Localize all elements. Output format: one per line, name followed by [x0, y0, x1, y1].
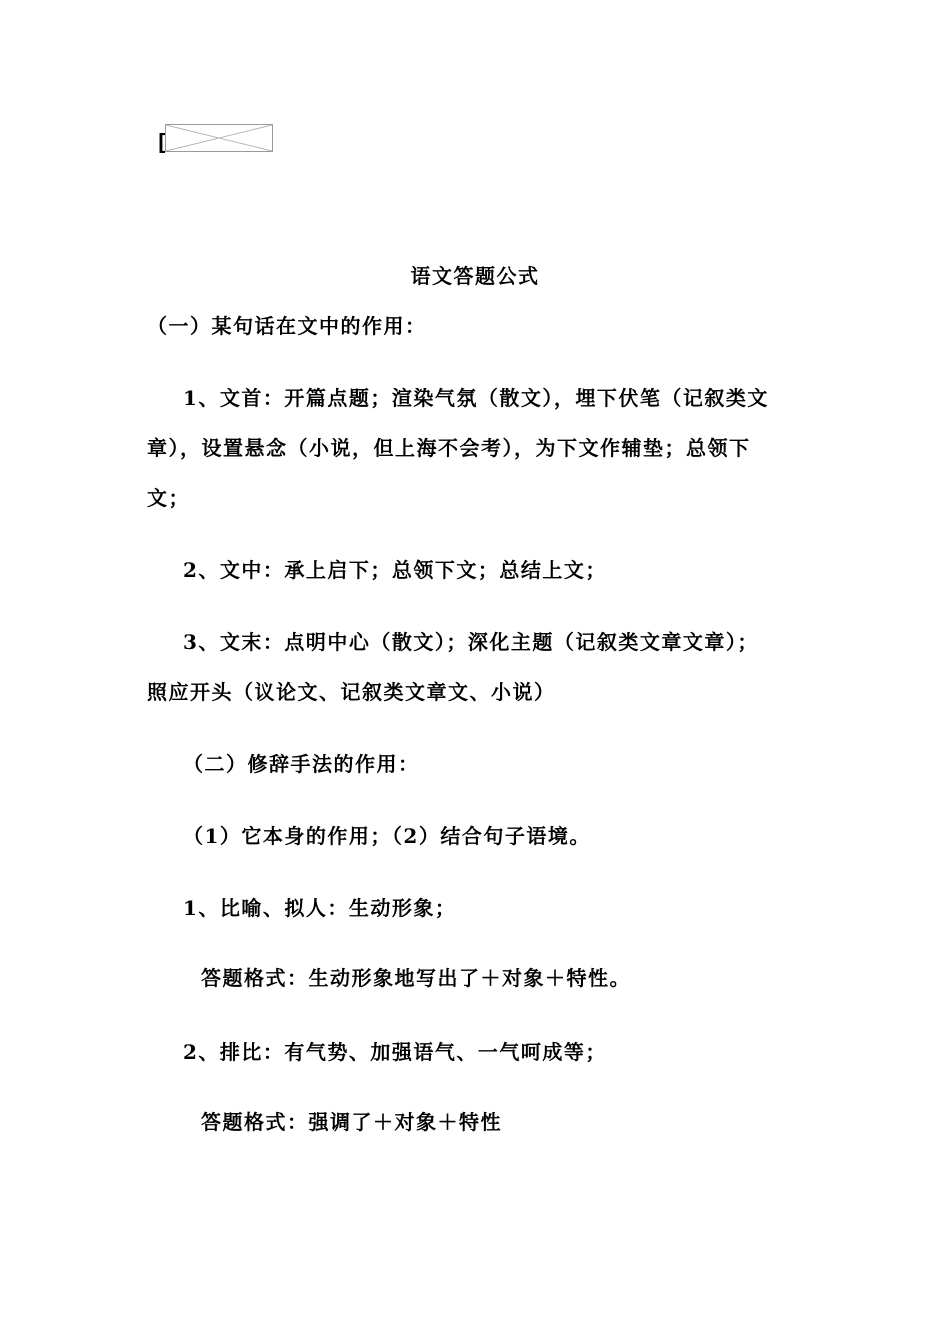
paragraph-line: 文；: [147, 486, 190, 510]
broken-image-icon: [165, 124, 273, 152]
section-heading-2: （二）修辞手法的作用：: [183, 752, 420, 776]
paragraph-line: 1、文首：开篇点题；渲染气氛（散文），埋下伏笔（记叙类文: [183, 386, 769, 410]
paragraph-line: 照应开头（议论文、记叙类文章文、小说）: [147, 680, 556, 704]
page-title: 语文答题公式: [410, 264, 540, 288]
paragraph-line: 章），设置悬念（小说，但上海不会考），为下文作辅垫；总领下: [147, 436, 751, 460]
paragraph-line: 2、文中：承上启下；总领下文；总结上文；: [183, 558, 607, 582]
paragraph-line: （1）它本身的作用；（2）结合句子语境。: [183, 824, 591, 848]
paragraph-line: 1、比喻、拟人：生动形象；: [183, 896, 457, 920]
paragraph-line: 2、排比：有气势、加强语气、一气呵成等；: [183, 1040, 607, 1064]
bracket-mark: [: [155, 131, 169, 156]
section-heading-1: （一）某句话在文中的作用：: [147, 314, 427, 338]
answer-format-line: 答题格式：强调了＋对象＋特性: [201, 1110, 502, 1134]
answer-format-line: 答题格式：生动形象地写出了＋对象＋特性。: [201, 966, 631, 990]
paragraph-line: 3、文末：点明中心（散文）；深化主题（记叙类文章文章）；: [183, 630, 759, 654]
